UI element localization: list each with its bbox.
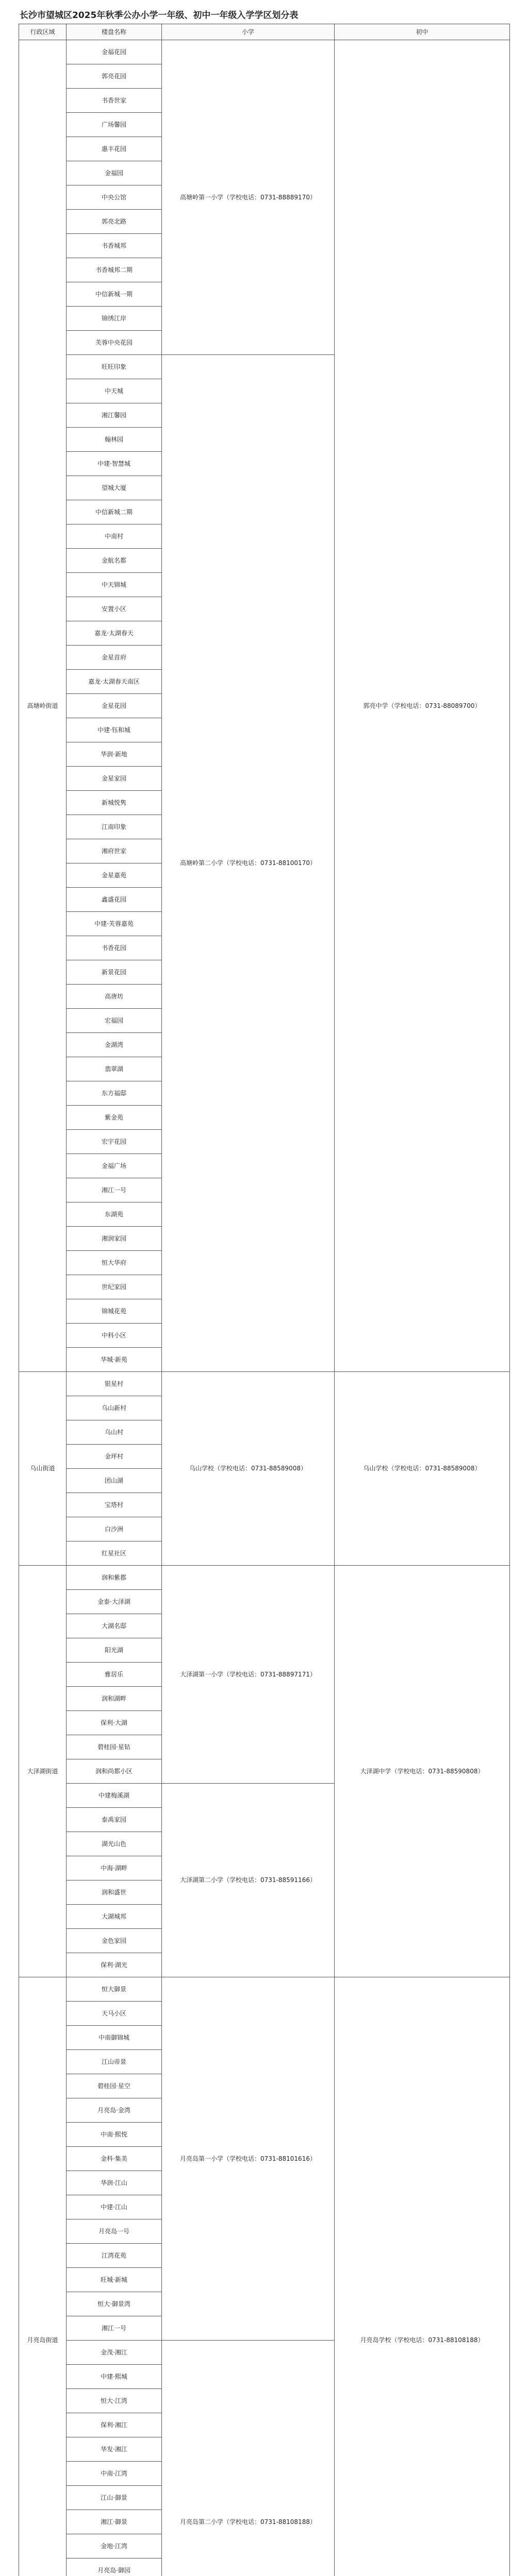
document (19, 7, 509, 2576)
community-cell: 金泰·大泽湖 (67, 1590, 162, 1614)
community-cell: 润和紫郡 (67, 1566, 162, 1590)
primary-school-cell: 大泽湖第一小学（学校电话：0731-88897171） (162, 1566, 335, 1784)
community-cell: 碧桂园·星钻 (67, 1735, 162, 1759)
primary-school-cell: 大泽湖第二小学（学校电话：0731-88591166） (162, 1784, 335, 1977)
community-cell: 中建·江山 (67, 2195, 162, 2219)
region-cell: 高塘岭街道 (19, 40, 67, 1372)
community-cell: 郭亮花园 (67, 64, 162, 89)
community-cell: 芙蓉中央花园 (67, 331, 162, 355)
community-cell: 书香花园 (67, 936, 162, 960)
community-cell: 郭亮北路 (67, 210, 162, 234)
community-cell: 大湖名邸 (67, 1614, 162, 1638)
community-cell: 月亮岛·金湾 (67, 2098, 162, 2123)
community-cell: 湘润家园 (67, 1227, 162, 1251)
community-cell: 恒大御景 (67, 1977, 162, 2002)
community-cell: 保利·湘江 (67, 2413, 162, 2437)
community-cell: 银星村 (67, 1372, 162, 1396)
community-cell: 广场馨园 (67, 113, 162, 137)
community-cell: 江湾花苑 (67, 2244, 162, 2268)
community-cell: 恒大华府 (67, 1251, 162, 1275)
community-cell: 中信新城一期 (67, 282, 162, 307)
community-cell: 金福花园 (67, 40, 162, 64)
table-row (19, 1977, 510, 2002)
community-cell: 江南印象 (67, 815, 162, 839)
community-cell: 旺城·新城 (67, 2268, 162, 2292)
community-cell: 华润·新地 (67, 742, 162, 767)
community-cell: 湖光山色 (67, 1832, 162, 1856)
community-cell: 新城悦隽 (67, 791, 162, 815)
community-cell: 安置小区 (67, 597, 162, 621)
community-cell: 华发·湘江 (67, 2437, 162, 2462)
community-cell: 湘江馨园 (67, 403, 162, 428)
community-cell: 金地·江湾 (67, 2534, 162, 2558)
community-cell: 新景花园 (67, 960, 162, 985)
community-cell: 保利·湖光 (67, 1953, 162, 1977)
community-cell: 中南御锦城 (67, 2026, 162, 2050)
community-cell: 恒大·御景湾 (67, 2292, 162, 2316)
table-body (19, 40, 510, 2576)
primary-school-cell: 月亮岛第一小学（学校电话：0731-88101616） (162, 1977, 335, 2341)
community-cell: 宏宇花园 (67, 1130, 162, 1154)
community-cell: 中天锦城 (67, 573, 162, 597)
community-cell: 团山湖 (67, 1469, 162, 1493)
region-cell: 大泽湖街道 (19, 1566, 67, 1977)
community-cell: 中信新城二期 (67, 500, 162, 524)
community-cell: 中南·熙悦 (67, 2123, 162, 2147)
table-header-row (19, 24, 510, 40)
table-row (19, 1566, 510, 1590)
community-cell: 乌山新村 (67, 1396, 162, 1420)
region-cell: 乌山街道 (19, 1372, 67, 1566)
community-cell: 惠丰花园 (67, 137, 162, 161)
community-cell: 湘江一号 (67, 2316, 162, 2341)
community-cell: 世纪家园 (67, 1275, 162, 1299)
community-cell: 中科小区 (67, 1324, 162, 1348)
community-cell: 润和盛世 (67, 1880, 162, 1905)
header-primary: 小学 (162, 24, 335, 40)
community-cell: 碧桂园·星空 (67, 2074, 162, 2098)
community-cell: 金星嘉苑 (67, 863, 162, 888)
community-cell: 书香城邦二期 (67, 258, 162, 282)
community-cell: 翰林园 (67, 428, 162, 452)
community-cell: 高唐坊 (67, 985, 162, 1009)
primary-school-cell: 乌山学校（学校电话：0731-88589008） (162, 1372, 335, 1566)
community-cell: 湘江·御景 (67, 2510, 162, 2534)
middle-school-cell: 月亮岛学校（学校电话：0731-88108188） (335, 1977, 510, 2576)
community-cell: 湘江一号 (67, 1178, 162, 1202)
community-cell: 翡翠湖 (67, 1057, 162, 1081)
middle-school-cell: 郭亮中学（学校电话：0731-88089700） (335, 40, 510, 1372)
district-table (19, 24, 510, 2576)
community-cell: 恒大·江湾 (67, 2389, 162, 2413)
community-cell: 书香城邦 (67, 234, 162, 258)
primary-school-cell: 高塘岭第一小学（学校电话：0731-88889170） (162, 40, 335, 355)
header-region: 行政区域 (19, 24, 67, 40)
community-cell: 中建梅溪湖 (67, 1784, 162, 1808)
community-cell: 阳光湖 (67, 1638, 162, 1663)
community-cell: 金星花园 (67, 694, 162, 718)
community-cell: 大湖城邦 (67, 1905, 162, 1929)
header-community: 楼盘名称 (67, 24, 162, 40)
community-cell: 金星首府 (67, 646, 162, 670)
region-cell: 月亮岛街道 (19, 1977, 67, 2576)
community-cell: 宝塔村 (67, 1493, 162, 1517)
page-title: 长沙市望城区2025年秋季公办小学一年级、初中一年级入学学区划分表 (20, 10, 299, 21)
community-cell: 金色家园 (67, 1929, 162, 1953)
middle-school-cell: 乌山学校（学校电话：0731-88589008） (335, 1372, 510, 1566)
community-cell: 锦城花苑 (67, 1299, 162, 1324)
community-cell: 金航名都 (67, 549, 162, 573)
community-cell: 雅居乐 (67, 1663, 162, 1687)
community-cell: 金茂·湘江 (67, 2341, 162, 2365)
community-cell: 中南·江湾 (67, 2462, 162, 2486)
community-cell: 中央公馆 (67, 185, 162, 210)
community-cell: 旺旺印象 (67, 355, 162, 379)
community-cell: 中南村 (67, 524, 162, 549)
community-cell: 红星社区 (67, 1541, 162, 1566)
community-cell: 泰禹家园 (67, 1808, 162, 1832)
community-cell: 中建·钰和城 (67, 718, 162, 742)
community-cell: 金福园 (67, 161, 162, 185)
community-cell: 鑫盛花园 (67, 888, 162, 912)
community-cell: 润和尚都小区 (67, 1759, 162, 1784)
community-cell: 江山·御景 (67, 2486, 162, 2510)
community-cell: 金坪村 (67, 1445, 162, 1469)
community-cell: 华城·新苑 (67, 1348, 162, 1372)
community-cell: 宏福园 (67, 1009, 162, 1033)
community-cell: 月亮岛·御园 (67, 2558, 162, 2576)
community-cell: 金星家园 (67, 767, 162, 791)
community-cell: 紫金苑 (67, 1106, 162, 1130)
community-cell: 锦绣江岸 (67, 307, 162, 331)
header-middle: 初中 (335, 24, 510, 40)
community-cell: 书香世家 (67, 89, 162, 113)
community-cell: 华润·江山 (67, 2171, 162, 2195)
community-cell: 东方福邸 (67, 1081, 162, 1106)
community-cell: 望城大厦 (67, 476, 162, 500)
table-row (19, 1372, 510, 1396)
community-cell: 嘉龙·太湖春天 (67, 621, 162, 646)
community-cell: 金科·集美 (67, 2147, 162, 2171)
community-cell: 中建·智慧城 (67, 452, 162, 476)
community-cell: 金湖湾 (67, 1033, 162, 1057)
community-cell: 天马小区 (67, 2002, 162, 2026)
community-cell: 中海·湖畔 (67, 1856, 162, 1880)
table-row (19, 40, 510, 64)
community-cell: 金福广场 (67, 1154, 162, 1178)
community-cell: 乌山村 (67, 1420, 162, 1445)
community-cell: 湘府世家 (67, 839, 162, 863)
community-cell: 东湖苑 (67, 1202, 162, 1227)
community-cell: 月亮岛一号 (67, 2219, 162, 2244)
primary-school-cell: 月亮岛第二小学（学校电话：0731-88108188） (162, 2341, 335, 2576)
community-cell: 中天城 (67, 379, 162, 403)
community-cell: 中建·熙城 (67, 2365, 162, 2389)
community-cell: 润和湖畔 (67, 1687, 162, 1711)
community-cell: 白沙洲 (67, 1517, 162, 1541)
primary-school-cell: 高塘岭第二小学（学校电话：0731-88100170） (162, 355, 335, 1372)
community-cell: 嘉龙·太湖春天南区 (67, 670, 162, 694)
community-cell: 中建·芙蓉嘉苑 (67, 912, 162, 936)
middle-school-cell: 大泽湖中学（学校电话：0731-88590808） (335, 1566, 510, 1977)
community-cell: 江山帝景 (67, 2050, 162, 2074)
community-cell: 保利·大湖 (67, 1711, 162, 1735)
